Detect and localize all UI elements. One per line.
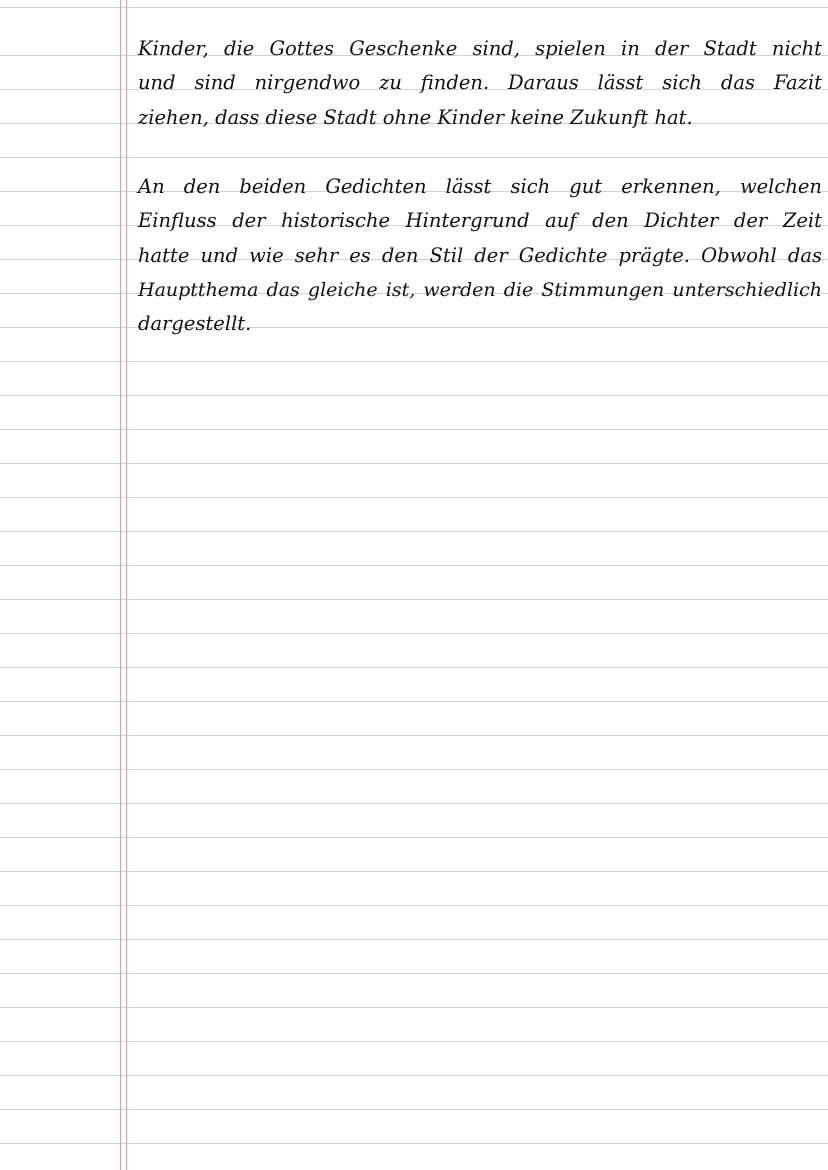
text-line: Kinder, die Gottes Geschenke sind, spielen in der Stadt nicht bbox=[138, 37, 822, 60]
text-line: Einfluss der historische Hintergrund auf den Dichter der Zeit bbox=[138, 209, 822, 233]
paragraph-comparison-poems bbox=[138, 170, 822, 341]
text-line: Hauptthema das gleiche ist, werden die Stimmungen unterschiedlich bbox=[138, 278, 822, 301]
text-line: An den beiden Gedichten lässt sich gut erkennen, welchen bbox=[138, 175, 822, 198]
text-line: hatte und wie sehr es den Stil der Gedichte prägte. Obwohl das bbox=[138, 243, 822, 267]
text-line: ziehen, dass diese Stadt ohne Kinder keine Zukunft hat. bbox=[138, 105, 693, 129]
margin-line-right bbox=[126, 0, 127, 1170]
text-line: und sind nirgendwo zu finden. Daraus lässt sich das Fazit bbox=[138, 71, 822, 95]
text-line: dargestellt. bbox=[138, 312, 252, 336]
margin-line-left bbox=[120, 0, 121, 1170]
paragraph-conclusion-city bbox=[138, 32, 822, 135]
